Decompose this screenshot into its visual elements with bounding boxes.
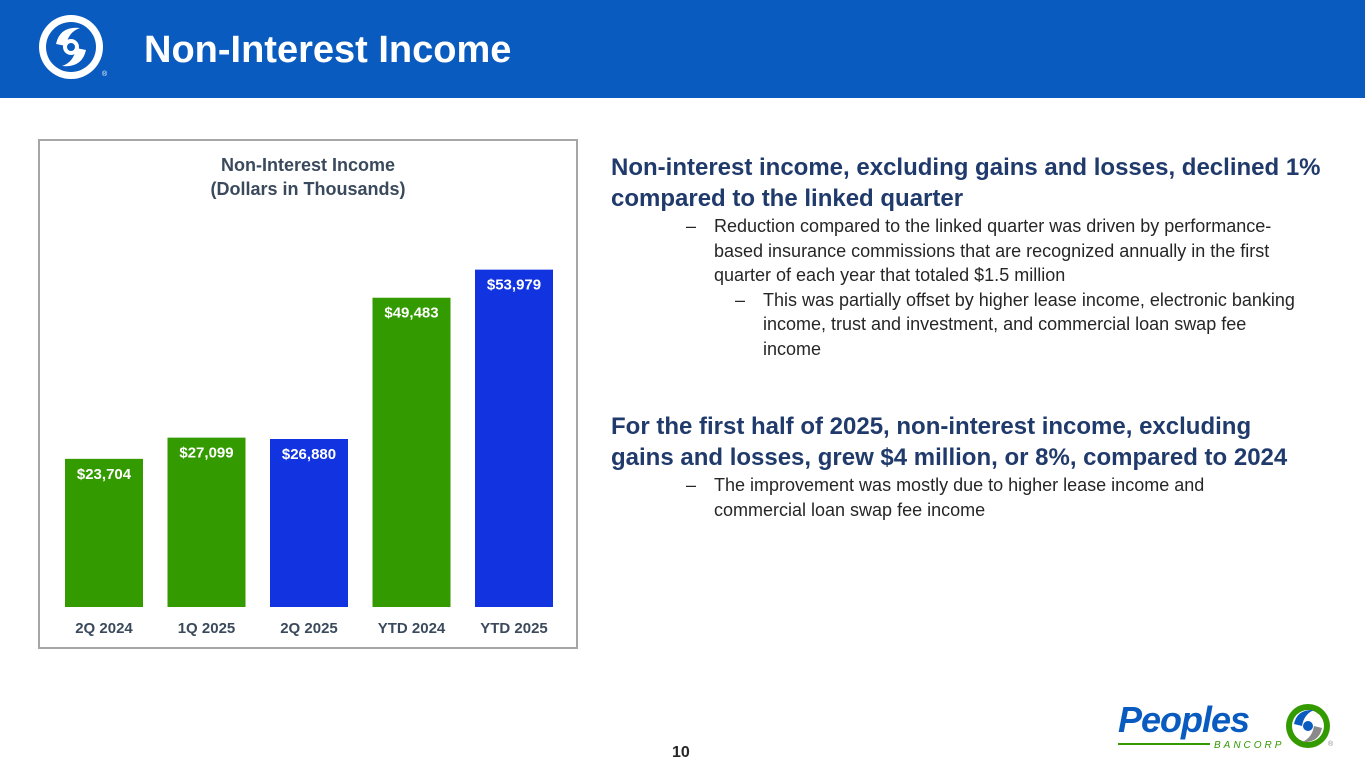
data-label: $49,483 bbox=[384, 304, 439, 322]
bullet-linked-quarter bbox=[686, 214, 1331, 288]
svg-text:®: ® bbox=[102, 71, 108, 78]
x-tick-label: 2Q 2024 bbox=[75, 620, 133, 637]
chart-panel bbox=[38, 139, 578, 649]
x-tick-label: 1Q 2025 bbox=[177, 620, 236, 637]
bar-chart bbox=[40, 141, 576, 647]
company-logo-icon bbox=[38, 14, 106, 82]
bar-2q-2025 bbox=[270, 439, 348, 607]
subbullet-text: This was partially offset by higher lease income, electronic banking income, trust and investment, and commercial loan swap fee income bbox=[763, 289, 1295, 359]
subbullet-offset bbox=[735, 288, 1331, 362]
data-label: $23,704 bbox=[76, 465, 132, 483]
dash-marker: – bbox=[686, 216, 697, 236]
logo-wordmark: Peoples bbox=[1118, 699, 1250, 740]
data-label: $27,099 bbox=[179, 444, 234, 462]
bar-1q-2025 bbox=[168, 438, 246, 607]
page-title: Non-Interest Income bbox=[144, 29, 512, 71]
x-tick-label: YTD 2025 bbox=[480, 620, 548, 637]
logo-subtext: BANCORP bbox=[1214, 740, 1285, 751]
heading-first-half: For the first half of 2025, non-interest income, excluding gains and losses, grew $4 million, or 8%, compared to 2024 bbox=[611, 413, 1288, 471]
peoples-bancorp-logo bbox=[1116, 700, 1336, 752]
bar-ytd-2025 bbox=[475, 270, 553, 607]
chart-title-line-1: Non-Interest Income bbox=[220, 155, 396, 175]
commentary-panel bbox=[611, 152, 1331, 522]
bullet-first-half bbox=[686, 473, 1331, 522]
bullet-text: Reduction compared to the linked quarter was driven by performance-based insurance commissions that are recognized annually in the first quarter of each year that totaled $1.5 million bbox=[714, 216, 1272, 285]
registered-mark: ® bbox=[1328, 741, 1334, 748]
bullet-text: The improvement was mostly due to higher lease income and commercial loan swap fee income bbox=[714, 475, 1205, 520]
bar-ytd-2024 bbox=[373, 298, 451, 607]
chart-title-line-2: (Dollars in Thousands) bbox=[210, 179, 406, 199]
dash-marker: – bbox=[735, 289, 746, 310]
header-bar bbox=[0, 0, 1365, 98]
logo-swirl-icon bbox=[1286, 704, 1330, 748]
data-label: $26,880 bbox=[281, 446, 337, 463]
page-number: 10 bbox=[672, 744, 690, 761]
x-tick-label: YTD 2024 bbox=[377, 620, 446, 637]
heading-linked-quarter: Non-interest income, excluding gains and losses, declined 1% compared to the linked quarter bbox=[611, 154, 1321, 212]
data-label: $53,979 bbox=[486, 276, 542, 294]
dash-marker: – bbox=[686, 475, 697, 495]
x-tick-label: 2Q 2025 bbox=[280, 620, 338, 637]
